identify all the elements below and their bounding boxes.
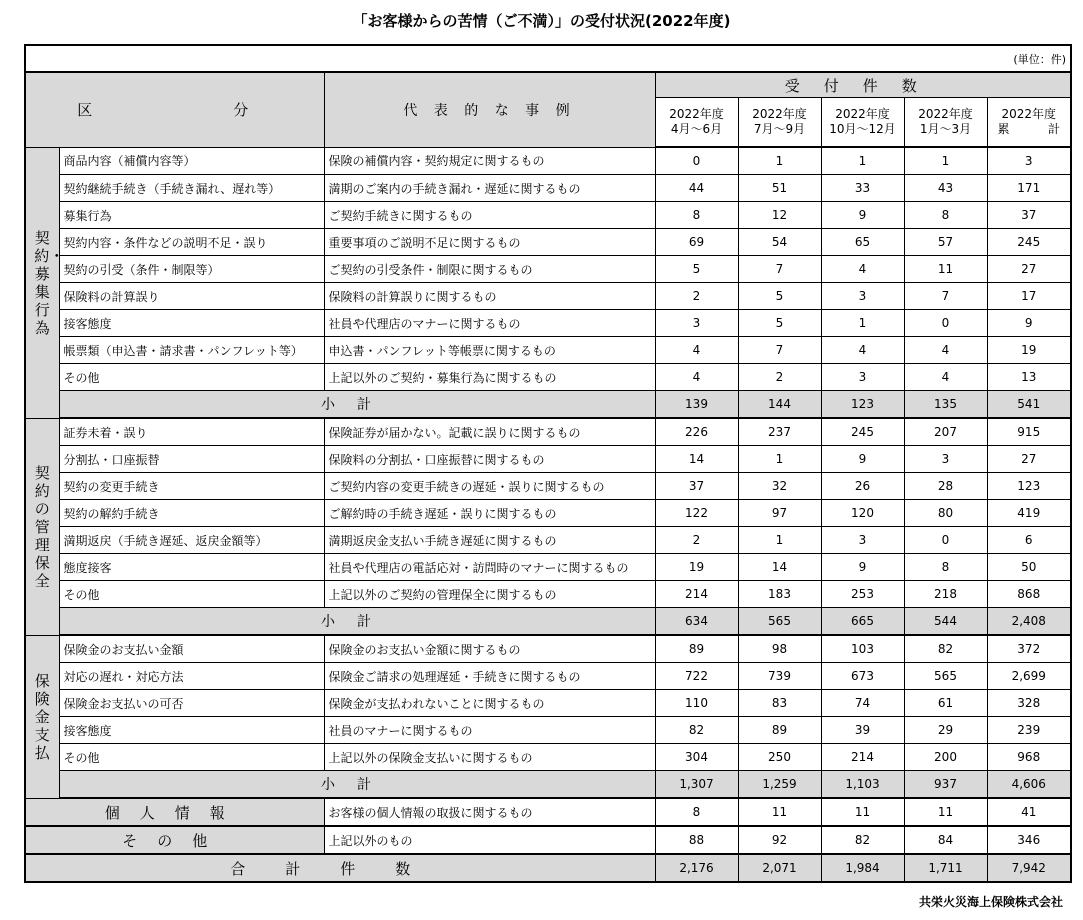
row-value: 5 xyxy=(655,256,738,283)
row-value: 8 xyxy=(904,554,987,581)
row-example: 満期のご案内の手続き漏れ・遅延に関するもの xyxy=(324,175,655,202)
row-value: 3 xyxy=(904,446,987,473)
row-value: 54 xyxy=(738,229,821,256)
row-value: 4 xyxy=(904,364,987,391)
table-row xyxy=(25,418,1071,446)
row-example: 社員や代理店の電話応対・訪問時のマナーに関するもの xyxy=(324,554,655,581)
table-row xyxy=(25,663,1071,690)
row-value: 6 xyxy=(987,527,1071,554)
row-example: 保険料の計算誤りに関するもの xyxy=(324,283,655,310)
header-cumulative-a: 累 xyxy=(997,122,1010,136)
row-value: 4 xyxy=(655,337,738,364)
row-value: 1 xyxy=(821,147,904,175)
row-value: 673 xyxy=(821,663,904,690)
row-value: 14 xyxy=(738,554,821,581)
subtotal-value: 565 xyxy=(738,608,821,636)
total-value: 7,942 xyxy=(987,854,1071,882)
row-item: その他 xyxy=(59,744,324,771)
total-value: 2,176 xyxy=(655,854,738,882)
row-item: 契約の変更手続き xyxy=(59,473,324,500)
row-example: 上記以外のご契約・募集行為に関するもの xyxy=(324,364,655,391)
row-value: 0 xyxy=(904,310,987,337)
row-example: 保険金のお支払い金額に関するもの xyxy=(324,635,655,663)
row-example: 保険料の分割払・口座振替に関するもの xyxy=(324,446,655,473)
row-value: 0 xyxy=(655,147,738,175)
unit-note: (単位：件) xyxy=(25,45,1071,72)
row-value: 82 xyxy=(655,717,738,744)
row-value: 1 xyxy=(738,147,821,175)
row-value: 61 xyxy=(904,690,987,717)
row-value: 253 xyxy=(821,581,904,608)
table-row xyxy=(25,337,1071,364)
subtotal-value: 139 xyxy=(655,391,738,419)
subtotal-value: 665 xyxy=(821,608,904,636)
row-item: 募集行為 xyxy=(59,202,324,229)
header-quarter-months: 4月～6月 xyxy=(670,122,723,136)
row-value: 214 xyxy=(821,744,904,771)
personal_info-value: 8 xyxy=(655,798,738,826)
row-value: 28 xyxy=(904,473,987,500)
header-quarter-4 xyxy=(904,98,987,148)
row-value: 1 xyxy=(821,310,904,337)
row-value: 9 xyxy=(821,554,904,581)
group-label: 契約・募集行為 xyxy=(34,228,65,337)
header-example: 代 表 的 な 事 例 xyxy=(324,72,655,147)
row-value: 57 xyxy=(904,229,987,256)
subtotal-label: 小計 xyxy=(59,391,655,419)
table-row xyxy=(25,527,1071,554)
other-row xyxy=(25,826,1071,854)
other-label: その他 xyxy=(25,826,324,854)
table-row xyxy=(25,635,1071,663)
row-item: 態度接客 xyxy=(59,554,324,581)
row-value: 13 xyxy=(987,364,1071,391)
row-value: 98 xyxy=(738,635,821,663)
row-value: 39 xyxy=(821,717,904,744)
table-row xyxy=(25,500,1071,527)
header-cumulative-year: 2022年度 xyxy=(1001,107,1057,121)
row-value: 27 xyxy=(987,446,1071,473)
row-value: 3 xyxy=(987,147,1071,175)
header-cumulative-b: 計 xyxy=(1047,122,1060,136)
table-row xyxy=(25,717,1071,744)
subtotal-value: 4,606 xyxy=(987,771,1071,799)
other-value: 82 xyxy=(821,826,904,854)
header-quarter-months: 7月～9月 xyxy=(753,122,806,136)
other-value: 84 xyxy=(904,826,987,854)
row-item: 保険金のお支払い金額 xyxy=(59,635,324,663)
header-quarter-1 xyxy=(655,98,738,148)
row-item: 保険料の計算誤り xyxy=(59,283,324,310)
row-value: 50 xyxy=(987,554,1071,581)
row-value: 89 xyxy=(738,717,821,744)
row-value: 37 xyxy=(655,473,738,500)
row-value: 14 xyxy=(655,446,738,473)
table-row xyxy=(25,690,1071,717)
other-example: 上記以外のもの xyxy=(324,826,655,854)
table-row xyxy=(25,473,1071,500)
row-value: 9 xyxy=(987,310,1071,337)
row-value: 82 xyxy=(904,635,987,663)
row-value: 122 xyxy=(655,500,738,527)
row-value: 968 xyxy=(987,744,1071,771)
subtotal-row xyxy=(25,608,1071,636)
table-row xyxy=(25,229,1071,256)
row-value: 12 xyxy=(738,202,821,229)
header-quarter-year: 2022年度 xyxy=(752,107,807,121)
subtotal-value: 2,408 xyxy=(987,608,1071,636)
header-quarter-2 xyxy=(738,98,821,148)
other-value: 346 xyxy=(987,826,1071,854)
table-row xyxy=(25,364,1071,391)
header-count: 受付件数 xyxy=(655,72,1071,98)
row-value: 4 xyxy=(821,337,904,364)
row-value: 110 xyxy=(655,690,738,717)
row-example: 上記以外のご契約の管理保全に関するもの xyxy=(324,581,655,608)
row-value: 1 xyxy=(738,446,821,473)
total-label: 合計件数 xyxy=(25,854,655,882)
row-value: 103 xyxy=(821,635,904,663)
personal_info-value: 11 xyxy=(904,798,987,826)
row-item: 帳票類（申込書・請求書・パンフレット等） xyxy=(59,337,324,364)
row-value: 868 xyxy=(987,581,1071,608)
row-value: 8 xyxy=(904,202,987,229)
table-row xyxy=(25,554,1071,581)
subtotal-value: 634 xyxy=(655,608,738,636)
row-value: 328 xyxy=(987,690,1071,717)
table-row xyxy=(25,310,1071,337)
row-example: ご契約内容の変更手続きの遅延・誤りに関するもの xyxy=(324,473,655,500)
row-value: 19 xyxy=(987,337,1071,364)
row-item: 保険金お支払いの可否 xyxy=(59,690,324,717)
subtotal-value: 1,307 xyxy=(655,771,738,799)
row-value: 3 xyxy=(821,527,904,554)
page-title: 「お客様からの苦情（ご不満）」の受付状況(2022年度) xyxy=(352,12,731,30)
subtotal-row xyxy=(25,391,1071,419)
personal_info-example: お客様の個人情報の取扱に関するもの xyxy=(324,798,655,826)
row-example: 社員や代理店のマナーに関するもの xyxy=(324,310,655,337)
row-value: 7 xyxy=(738,256,821,283)
row-value: 44 xyxy=(655,175,738,202)
row-example: 重要事項のご説明不足に関するもの xyxy=(324,229,655,256)
row-example: ご契約の引受条件・制限に関するもの xyxy=(324,256,655,283)
row-value: 29 xyxy=(904,717,987,744)
row-value: 74 xyxy=(821,690,904,717)
row-value: 9 xyxy=(821,446,904,473)
header-cumulative-label xyxy=(998,122,1061,137)
row-item: その他 xyxy=(59,364,324,391)
subtotal-value: 544 xyxy=(904,608,987,636)
row-value: 2 xyxy=(655,527,738,554)
row-value: 237 xyxy=(738,418,821,446)
row-example: 保険の補償内容・契約規定に関するもの xyxy=(324,147,655,175)
row-value: 2 xyxy=(655,283,738,310)
table-row xyxy=(25,283,1071,310)
subtotal-value: 123 xyxy=(821,391,904,419)
row-value: 80 xyxy=(904,500,987,527)
row-value: 11 xyxy=(904,256,987,283)
group-label-cell xyxy=(25,635,59,798)
row-value: 83 xyxy=(738,690,821,717)
row-value: 1 xyxy=(738,527,821,554)
subtotal-value: 135 xyxy=(904,391,987,419)
group-label-cell xyxy=(25,147,65,418)
row-value: 419 xyxy=(987,500,1071,527)
row-value: 4 xyxy=(655,364,738,391)
table-row xyxy=(25,175,1071,202)
row-value: 239 xyxy=(987,717,1071,744)
row-value: 1 xyxy=(904,147,987,175)
table-row xyxy=(25,581,1071,608)
row-value: 32 xyxy=(738,473,821,500)
table-row xyxy=(25,744,1071,771)
row-value: 2,699 xyxy=(987,663,1071,690)
company-name: 共栄火災海上保険株式会社 xyxy=(918,895,1063,909)
table-row xyxy=(25,256,1071,283)
row-value: 5 xyxy=(738,283,821,310)
row-value: 19 xyxy=(655,554,738,581)
row-value: 17 xyxy=(987,283,1071,310)
row-value: 3 xyxy=(821,283,904,310)
row-value: 33 xyxy=(821,175,904,202)
row-example: 保険証券が届かない。記載に誤りに関するもの xyxy=(324,418,655,446)
row-example: 満期返戻金支払い手続き遅延に関するもの xyxy=(324,527,655,554)
row-example: 上記以外の保険金支払いに関するもの xyxy=(324,744,655,771)
row-example: ご契約手続きに関するもの xyxy=(324,202,655,229)
table-row xyxy=(25,147,1071,175)
row-item: 契約内容・条件などの説明不足・誤り xyxy=(59,229,324,256)
total-value: 1,984 xyxy=(821,854,904,882)
row-value: 0 xyxy=(904,527,987,554)
row-item: 契約の解約手続き xyxy=(59,500,324,527)
total-row xyxy=(25,854,1071,882)
row-item: 契約の引受（条件・制限等） xyxy=(59,256,324,283)
group-label: 契約の管理保全 xyxy=(34,463,50,590)
row-item: 分割払・口座振替 xyxy=(59,446,324,473)
row-value: 218 xyxy=(904,581,987,608)
other-value: 92 xyxy=(738,826,821,854)
row-item: 証券未着・誤り xyxy=(59,418,324,446)
row-value: 51 xyxy=(738,175,821,202)
header-category: 区 分 xyxy=(25,72,324,147)
row-value: 226 xyxy=(655,418,738,446)
row-item: 接客態度 xyxy=(59,310,324,337)
row-value: 915 xyxy=(987,418,1071,446)
row-value: 8 xyxy=(655,202,738,229)
row-value: 43 xyxy=(904,175,987,202)
personal_info-row xyxy=(25,798,1071,826)
subtotal-value: 1,103 xyxy=(821,771,904,799)
row-example: 申込書・パンフレット等帳票に関するもの xyxy=(324,337,655,364)
row-item: その他 xyxy=(59,581,324,608)
header-quarter-year: 2022年度 xyxy=(835,107,890,121)
row-value: 183 xyxy=(738,581,821,608)
row-value: 372 xyxy=(987,635,1071,663)
header-quarter-year: 2022年度 xyxy=(669,107,724,121)
header-quarter-months: 10月～12月 xyxy=(829,122,896,136)
subtotal-value: 144 xyxy=(738,391,821,419)
row-value: 207 xyxy=(904,418,987,446)
row-example: 社員のマナーに関するもの xyxy=(324,717,655,744)
row-value: 27 xyxy=(987,256,1071,283)
personal_info-label: 個人情報 xyxy=(25,798,324,826)
row-item: 商品内容（補償内容等） xyxy=(59,147,324,175)
row-value: 2 xyxy=(738,364,821,391)
row-value: 171 xyxy=(987,175,1071,202)
subtotal-label: 小計 xyxy=(59,608,655,636)
subtotal-value: 937 xyxy=(904,771,987,799)
row-item: 接客態度 xyxy=(59,717,324,744)
personal_info-value: 11 xyxy=(738,798,821,826)
row-value: 245 xyxy=(821,418,904,446)
row-value: 5 xyxy=(738,310,821,337)
row-value: 565 xyxy=(904,663,987,690)
total-value: 1,711 xyxy=(904,854,987,882)
row-value: 7 xyxy=(738,337,821,364)
row-value: 123 xyxy=(987,473,1071,500)
row-value: 214 xyxy=(655,581,738,608)
row-value: 69 xyxy=(655,229,738,256)
row-value: 7 xyxy=(904,283,987,310)
row-value: 304 xyxy=(655,744,738,771)
row-example: 保険金ご請求の処理遅延・手続きに関するもの xyxy=(324,663,655,690)
row-value: 3 xyxy=(655,310,738,337)
other-value: 88 xyxy=(655,826,738,854)
complaints-table xyxy=(24,44,1072,883)
group-label: 保険金支払 xyxy=(34,671,50,762)
subtotal-value: 541 xyxy=(987,391,1071,419)
subtotal-row xyxy=(25,771,1071,799)
row-item: 対応の遅れ・対応方法 xyxy=(59,663,324,690)
header-quarter-3 xyxy=(821,98,904,148)
row-value: 9 xyxy=(821,202,904,229)
subtotal-value: 1,259 xyxy=(738,771,821,799)
row-value: 37 xyxy=(987,202,1071,229)
table-row xyxy=(25,202,1071,229)
group-label-cell xyxy=(25,418,59,635)
row-value: 722 xyxy=(655,663,738,690)
row-value: 89 xyxy=(655,635,738,663)
header-quarter-year: 2022年度 xyxy=(918,107,973,121)
row-item: 契約継続手続き（手続き漏れ、遅れ等） xyxy=(59,175,324,202)
row-value: 26 xyxy=(821,473,904,500)
subtotal-label: 小計 xyxy=(59,771,655,799)
table-row xyxy=(25,446,1071,473)
total-value: 2,071 xyxy=(738,854,821,882)
row-value: 4 xyxy=(821,256,904,283)
row-value: 3 xyxy=(821,364,904,391)
row-value: 4 xyxy=(904,337,987,364)
header-cumulative xyxy=(987,98,1071,148)
row-value: 65 xyxy=(821,229,904,256)
row-value: 200 xyxy=(904,744,987,771)
row-example: 保険金が支払われないことに関するもの xyxy=(324,690,655,717)
row-value: 250 xyxy=(738,744,821,771)
row-value: 120 xyxy=(821,500,904,527)
personal_info-value: 11 xyxy=(821,798,904,826)
header-quarter-months: 1月～3月 xyxy=(919,122,972,136)
row-item: 満期返戻（手続き遅延、返戻金額等） xyxy=(59,527,324,554)
personal_info-value: 41 xyxy=(987,798,1071,826)
row-value: 97 xyxy=(738,500,821,527)
row-value: 245 xyxy=(987,229,1071,256)
row-example: ご解約時の手続き遅延・誤りに関するもの xyxy=(324,500,655,527)
row-value: 739 xyxy=(738,663,821,690)
